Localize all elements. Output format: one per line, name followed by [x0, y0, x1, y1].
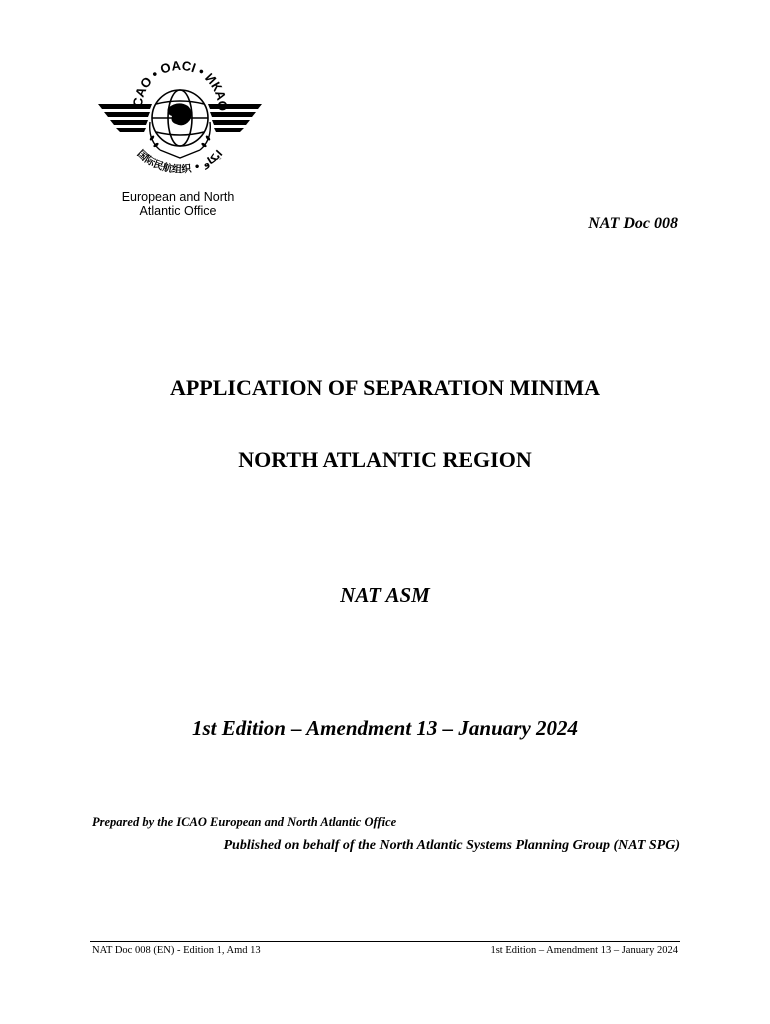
office-name	[100, 190, 256, 218]
svg-text:国际民航组织 • ايكاو: 国际民航组织 • ايكاو	[134, 148, 226, 176]
short-title: NAT ASM	[340, 583, 430, 607]
footer-right: 1st Edition – Amendment 13 – January 2024	[490, 945, 678, 956]
office-line-1: European and North	[121, 190, 235, 204]
document-subtitle: NORTH ATLANTIC REGION	[238, 447, 532, 472]
logo-laurel	[150, 122, 211, 158]
published-by: Published on behalf of the North Atlantic Systems Planning Group (NAT SPG)	[223, 838, 680, 853]
edition-line: 1st Edition – Amendment 13 – January 2024	[191, 716, 579, 740]
footer-divider	[90, 941, 680, 942]
document-number: NAT Doc 008	[588, 215, 678, 232]
office-line-2: Atlantic Office	[139, 204, 217, 218]
document-title: APPLICATION OF SEPARATION MINIMA	[169, 375, 601, 400]
logo-continents	[168, 103, 192, 125]
prepared-by: Prepared by the ICAO European and North Atlantic Office	[92, 815, 397, 829]
icao-logo	[90, 46, 270, 181]
svg-text:ICAO • OACI • ИКАО: CAO • OACI • ИКАО	[129, 57, 231, 112]
footer-left: NAT Doc 008 (EN) - Edition 1, Amd 13	[92, 945, 261, 956]
logo-left-wing	[98, 104, 152, 132]
